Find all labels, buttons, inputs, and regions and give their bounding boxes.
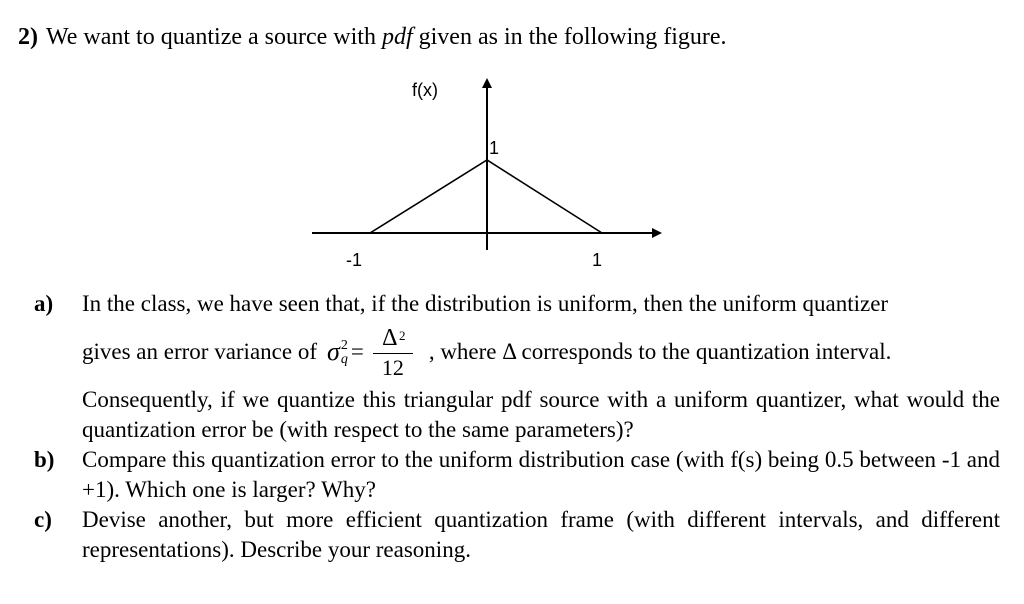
question-intro-italic: pdf xyxy=(381,24,413,50)
part-a-continuation: Consequently, if we quantize this triangular pdf source with a uniform quantizer, what would the quantization error be (with respect to the same parameters)? xyxy=(82,387,1000,442)
part-a-formula-line xyxy=(82,319,1000,385)
question-title xyxy=(18,21,727,53)
sigma-superscript: 2 xyxy=(340,338,348,353)
numerator-superscript: 2 xyxy=(399,327,406,343)
question-intro-before: We want to quantize a source with xyxy=(46,24,376,50)
x-tick-right: 1 xyxy=(592,250,603,270)
part-c-text: Devise another, but more efficient quantization frame (with different intervals, and different representations). Describe your reasoning. xyxy=(82,507,1000,562)
question-intro-after: given as in the following figure. xyxy=(418,24,727,50)
equals-sign: = xyxy=(350,339,364,364)
sigma-subscript: q xyxy=(340,352,348,367)
question-parts xyxy=(34,289,1000,565)
part-b-text: Compare this quantization error to the uniform distribution case (with f(s) being 0.5 between -1 and +1). Which one is larger? Why? xyxy=(82,447,1000,502)
x-tick-left: -1 xyxy=(346,250,363,270)
pdf-figure xyxy=(300,70,680,280)
sigma-symbol: σ 2 q xyxy=(327,337,348,367)
formula-prefix: gives an error variance of xyxy=(82,339,317,364)
part-a-label: a) xyxy=(34,291,54,316)
y-axis-label: f(x) xyxy=(412,80,438,100)
fraction-numerator: Δ 2 xyxy=(382,323,403,353)
formula-suffix: , where Δ corresponds to the quantization interval. xyxy=(428,339,892,364)
part-b xyxy=(34,445,1000,505)
part-b-label: b) xyxy=(34,447,55,472)
part-a xyxy=(34,289,1000,445)
part-c-label: c) xyxy=(34,507,52,532)
part-a-body xyxy=(82,289,1000,445)
fraction xyxy=(373,323,413,382)
fraction-denominator: 12 xyxy=(381,354,404,380)
question-number: 2) xyxy=(18,24,38,50)
peak-label: 1 xyxy=(489,138,500,158)
part-a-line1: In the class, we have seen that, if the distribution is uniform, then the uniform quantizer xyxy=(82,291,889,316)
part-c xyxy=(34,505,1000,565)
